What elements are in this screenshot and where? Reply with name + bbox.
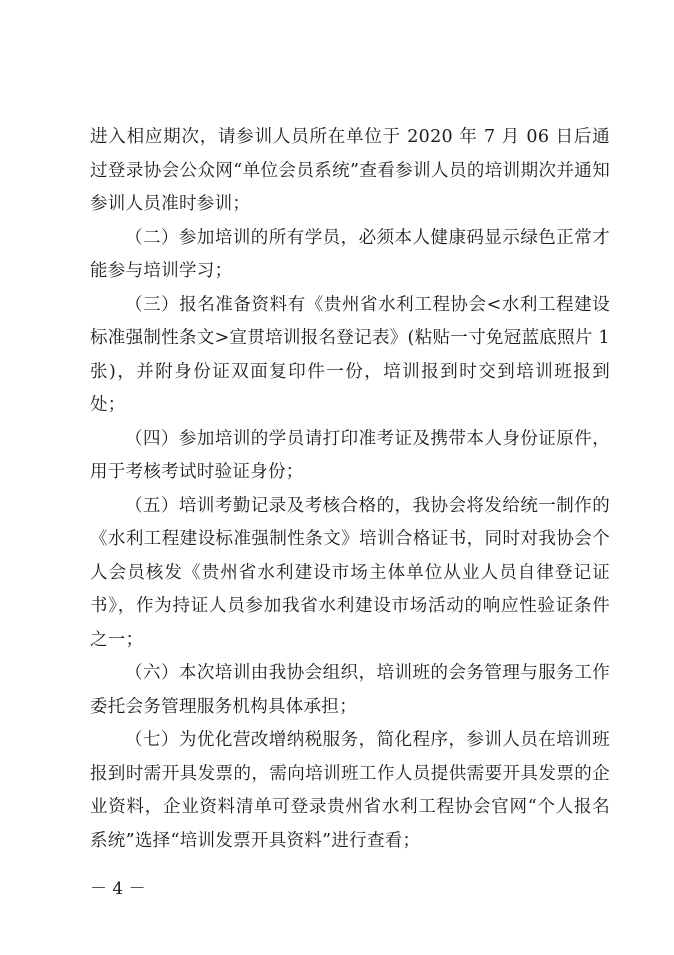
paragraph-item-4: （四）参加培训的学员请打印准考证及携带本人身份证原件，用于考核考试时验证身份； bbox=[90, 428, 610, 482]
paragraph-item-7: （七）为优化营改增纳税服务，简化程序，参训人员在培训班报到时需开具发票的，需向培训班工作人员提供需要开具发票的企业资料，企业资料清单可登录贵州省水利工程协会官网“个人报名系统”选择“培训发票开具资料”进行查看； bbox=[90, 730, 610, 851]
page-number: － 4 － bbox=[90, 879, 146, 899]
paragraph-continuation: 进入相应期次，请参训人员所在单位于 2020 年 7 月 06 日后通过登录协会公众网“单位会员系统”查看参训人员的培训期次并通知参训人员准时参训； bbox=[90, 127, 610, 214]
paragraph-item-3: （三）报名准备资料有《贵州省水利工程协会<水利工程建设标准强制性条文>宣贯培训报名登记表》(粘贴一寸免冠蓝底照片 1 张)，并附身份证双面复印件一份，培训报到时交到培训班报到处； bbox=[90, 294, 610, 415]
paragraph-item-5: （五）培训考勤记录及考核合格的，我协会将发给统一制作的《水利工程建设标准强制性条文》培训合格证书，同时对我协会个人会员核发《贵州省水利建设市场主体单位从业人员自律登记证书》，作为持证人员参加我省水利建设市场活动的响应性验证条件之一； bbox=[90, 495, 610, 650]
paragraph-item-6: （六）本次培训由我协会组织，培训班的会务管理与服务工作委托会务管理服务机构具体承担； bbox=[90, 663, 610, 717]
paragraph-item-2: （二）参加培训的所有学员，必须本人健康码显示绿色正常才能参与培训学习； bbox=[90, 227, 610, 281]
document-body bbox=[90, 121, 610, 858]
